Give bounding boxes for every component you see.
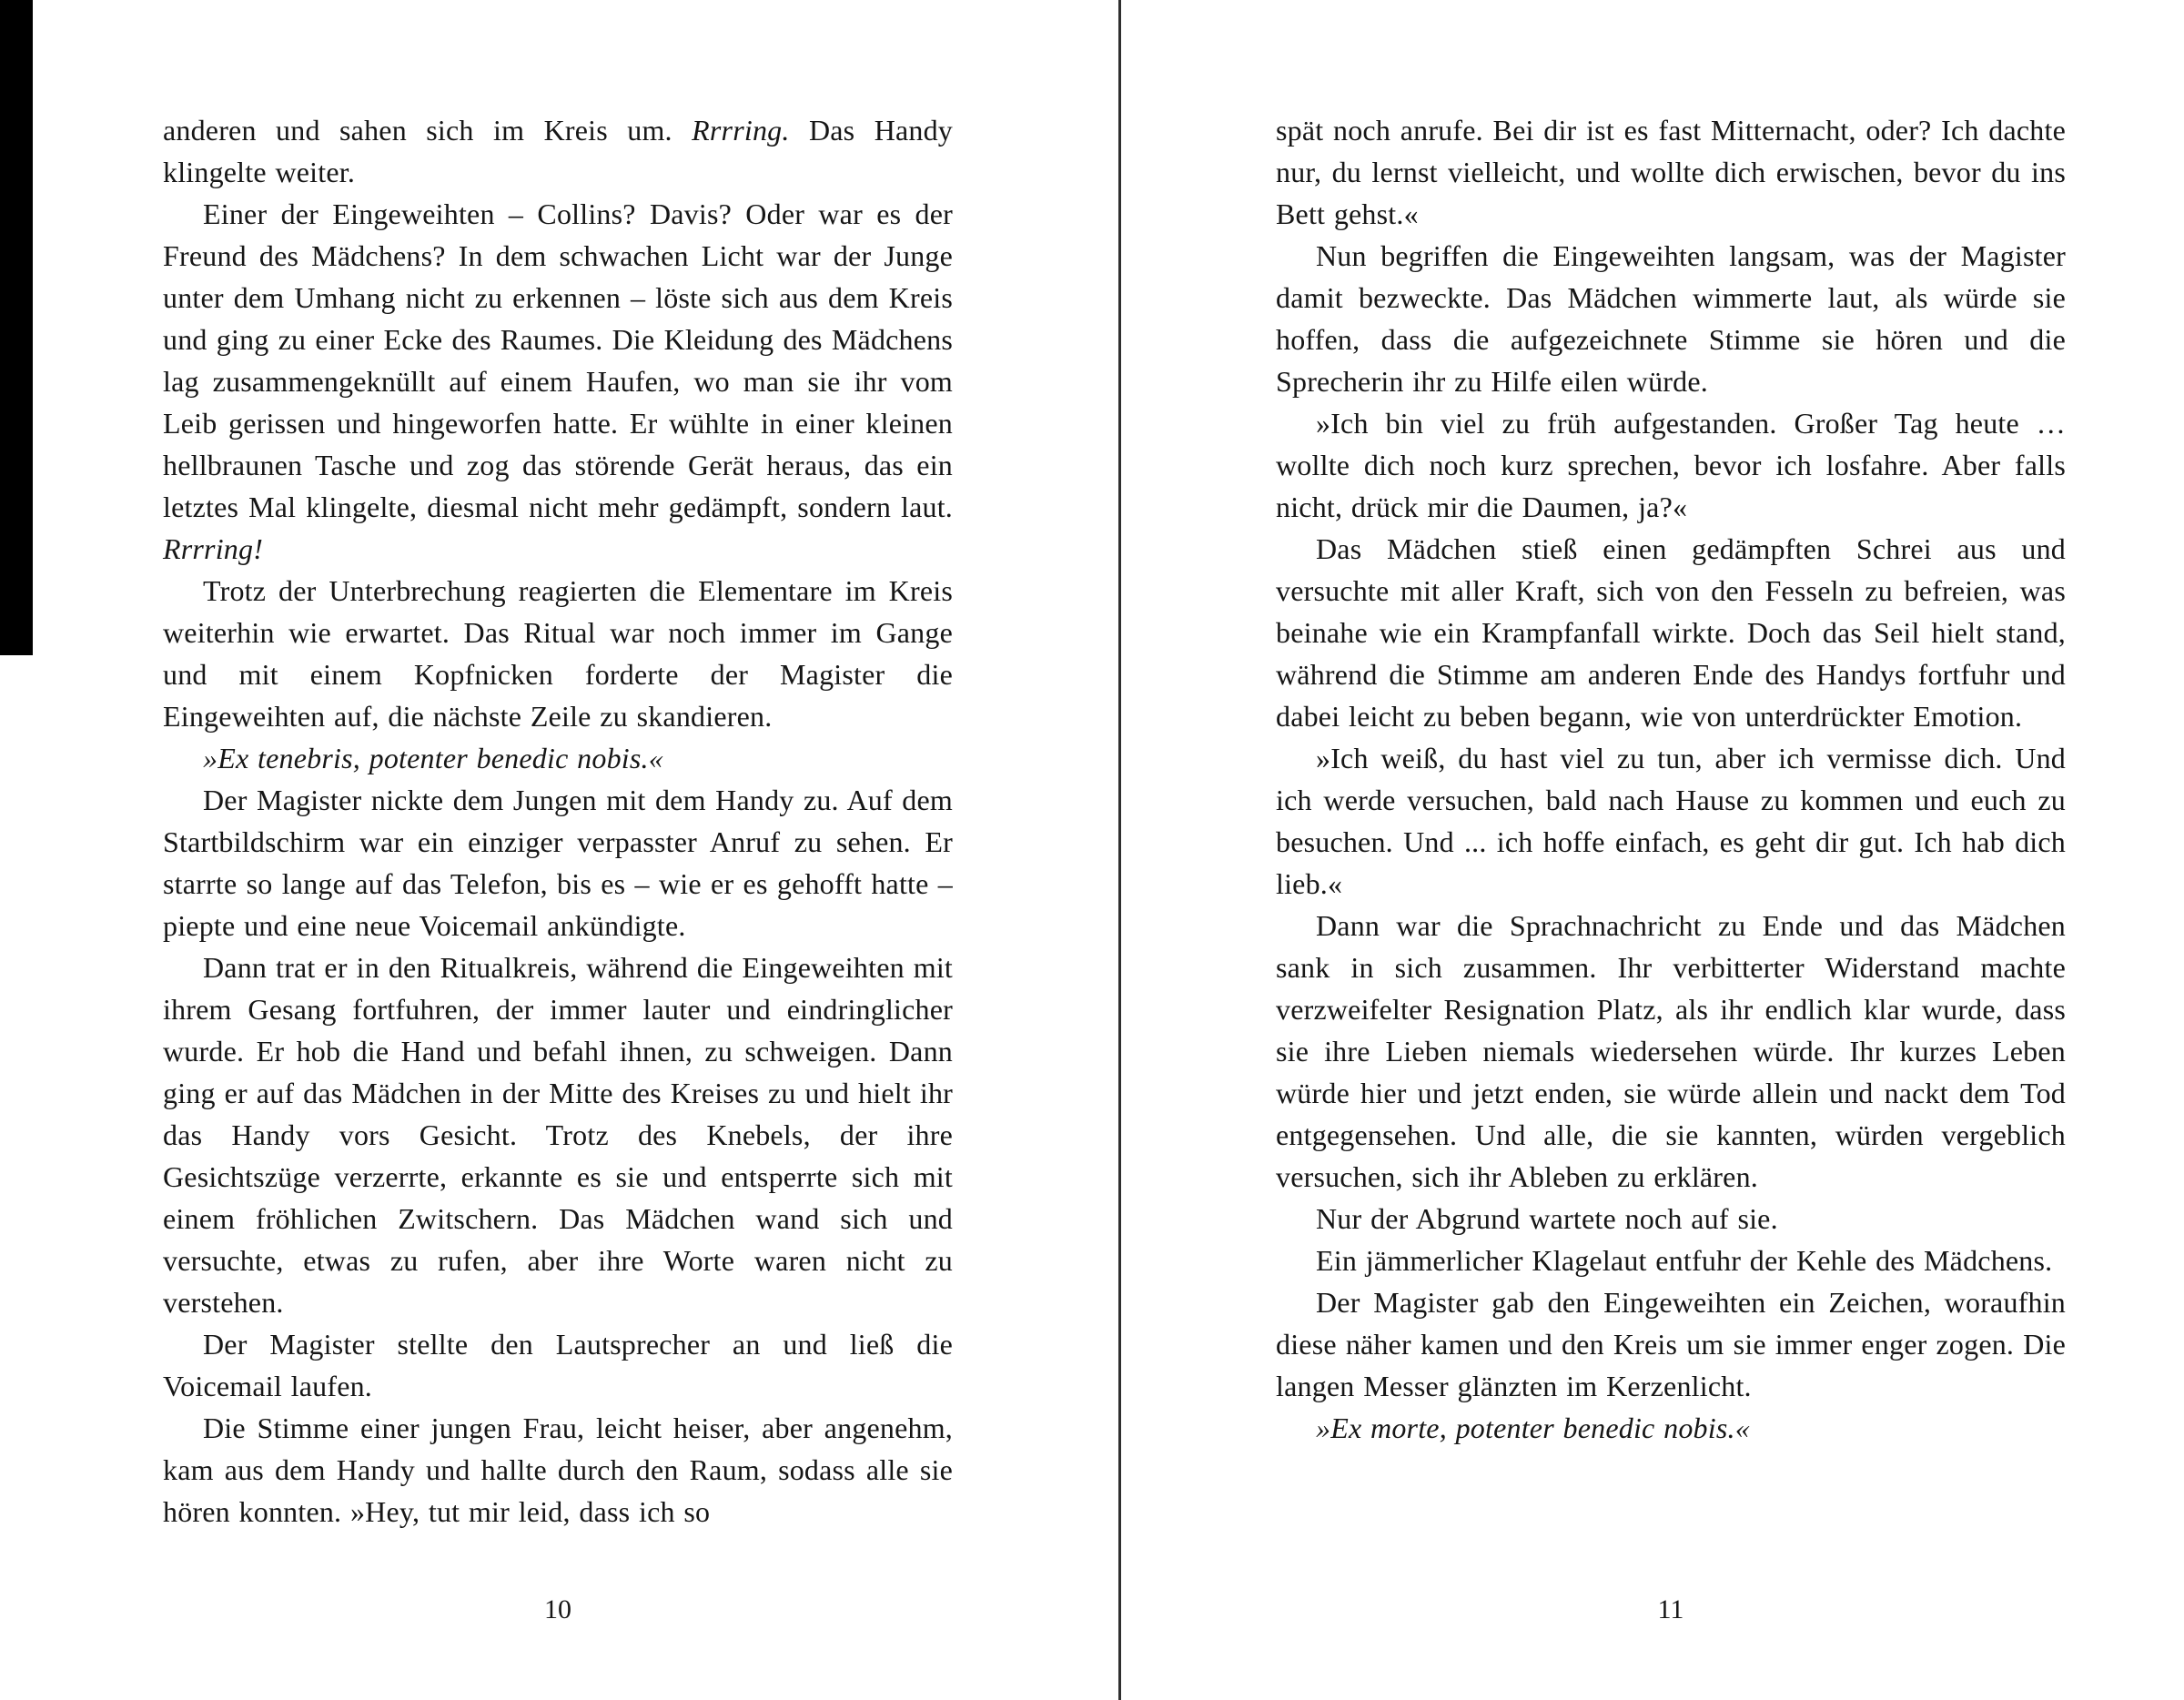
italic-text-run: Rrrring! [163, 532, 264, 565]
text-run: »Ich weiß, du hast viel zu tun, aber ich vermisse dich. Und ich werde versuchen, bald nach Hause zu kommen und euch zu besuchen. Und ... ich hoffe einfach, es geht dir gut. Ich hab dich lieb.« [1276, 742, 2066, 900]
paragraph [163, 193, 953, 570]
paragraph [1276, 109, 2066, 235]
text-run: spät noch anrufe. Bei dir ist es fast Mitternacht, oder? Ich dachte nur, du lernst vielleicht, und wollte dich erwischen, bevor du ins Bett gehst.« [1276, 114, 2066, 230]
paragraph [163, 946, 953, 1323]
paragraph [1276, 737, 2066, 905]
paragraph [1276, 1281, 2066, 1407]
paragraph [1276, 1240, 2066, 1281]
text-run: Der Magister gab den Eingeweihten ein Zeichen, woraufhin diese näher kamen und den Kreis um sie immer enger zogen. Die langen Messer glänzten im Kerzenlicht. [1276, 1286, 2066, 1402]
paragraph [1276, 1407, 2066, 1449]
paragraph [163, 1323, 953, 1407]
text-run: Nun begriffen die Eingeweihten langsam, was der Magister damit bezweckte. Das Mädchen wimmerte laut, als würde sie hoffen, dass die aufgezeichnete Stimme sie hören und die Sprecherin ihr zu Hilfe eilen würde. [1276, 239, 2066, 398]
italic-text-run: Rrrring. [692, 114, 790, 147]
text-run: Die Stimme einer jungen Frau, leicht heiser, aber angenehm, kam aus dem Handy und hallte durch den Raum, sodass alle sie hören konnten. »Hey, tut mir leid, dass ich so [163, 1412, 953, 1528]
text-run: Nur der Abgrund wartete noch auf sie. [1316, 1202, 1778, 1235]
paragraph [1276, 528, 2066, 737]
paragraph [163, 779, 953, 946]
text-run: anderen und sahen sich im Kreis um. [163, 114, 693, 147]
text-run: Dann trat er in den Ritualkreis, während die Eingeweihten mit ihrem Gesang fortfuhren, der immer lauter und eindringlicher wurde. Er hob die Hand und befahl ihnen, zu schweigen. Dann ging er auf das Mädchen in der Mitte des Kreises zu und hielt ihr das Handy vors Gesicht. Trotz des Knebels, der ihre Gesichtszüge verzerrte, erkannte es sie und entsperrte sich mit einem fröhlichen Zwitschern. Das Mädchen wand sich und versuchte, etwas zu rufen, aber ihre Worte waren nicht zu verstehen. [163, 951, 953, 1319]
page-left-number: 10 [544, 1594, 571, 1624]
text-run: »Ex tenebris, potenter benedic nobis.« [203, 742, 663, 774]
text-run: Das Handy klingelte weiter. [163, 114, 954, 188]
text-run: »Ex morte, potenter benedic nobis.« [1316, 1412, 1750, 1444]
page-right [1121, 0, 2184, 1700]
paragraph [1276, 402, 2066, 528]
page-right-text-column [1276, 109, 2066, 1449]
text-run: Einer der Eingeweihten – Collins? Davis? Oder war es der Freund des Mädchens? In dem schwachen Licht war der Junge unter dem Umhang nicht zu erkennen – löste sich aus dem Kreis und ging zu einer Ecke des Raumes. Die Kleidung des Mädchens lag zusammengeknüllt auf einem Haufen, wo man sie ihr vom Leib gerissen und hingeworfen hatte. Er wühlte in einer kleinen hellbraunen Tasche und zog das störende Gerät heraus, das ein letztes Mal klingelte, diesmal nicht mehr gedämpft, sondern laut. [163, 197, 953, 523]
text-run: Ein jämmerlicher Klagelaut entfuhr der Kehle des Mädchens. [1316, 1244, 2053, 1277]
paragraph [1276, 1198, 2066, 1240]
text-run: Der Magister stellte den Lautsprecher an und ließ die Voicemail laufen. [163, 1328, 953, 1402]
paragraph [1276, 235, 2066, 402]
paragraph [163, 109, 953, 193]
page-left-text-column [163, 109, 953, 1533]
paragraph [163, 570, 953, 737]
text-run: Dann war die Sprachnachricht zu Ende und das Mädchen sank in sich zusammen. Ihr verbitterter Widerstand machte verzweifelter Resignation Platz, als ihr endlich klar wurde, dass sie ihre Lieben niemals wiedersehen würde. Ihr kurzes Leben würde hier und jetzt enden, sie würde allein und nackt dem Tod entgegensehen. Und alle, die sie kannten, würden vergeblich versuchen, sich ihr Ableben zu erklären. [1276, 909, 2066, 1193]
text-run: Das Mädchen stieß einen gedämpften Schrei aus und versuchte mit aller Kraft, sich von den Fesseln zu befreien, was beinahe wie ein Krampfanfall wirkte. Doch das Seil hielt stand, während die Stimme am anderen Ende des Handys fortfuhr und dabei leicht zu beben begann, wie von unterdrückter Emotion. [1276, 532, 2066, 733]
paragraph [163, 737, 953, 779]
paragraph [163, 1407, 953, 1533]
text-run: »Ich bin viel zu früh aufgestanden. Großer Tag heute … wollte dich noch kurz sprechen, bevor ich losfahre. Aber falls nicht, drück mir die Daumen, ja?« [1276, 407, 2066, 523]
page-right-number: 11 [1657, 1594, 1684, 1624]
text-run: Trotz der Unterbrechung reagierten die Elementare im Kreis weiterhin wie erwartet. Das Ritual war noch immer im Gange und mit einem Kopfnicken forderte der Magister die Eingeweihten auf, die nächste Zeile zu skandieren. [163, 574, 953, 733]
paragraph [1276, 905, 2066, 1198]
text-run: Der Magister nickte dem Jungen mit dem Handy zu. Auf dem Startbildschirm war ein einziger verpasster Anruf zu sehen. Er starrte so lange auf das Telefon, bis es – wie er es gehofft hatte – piepte und eine neue Voicemail ankündigte. [163, 784, 953, 942]
